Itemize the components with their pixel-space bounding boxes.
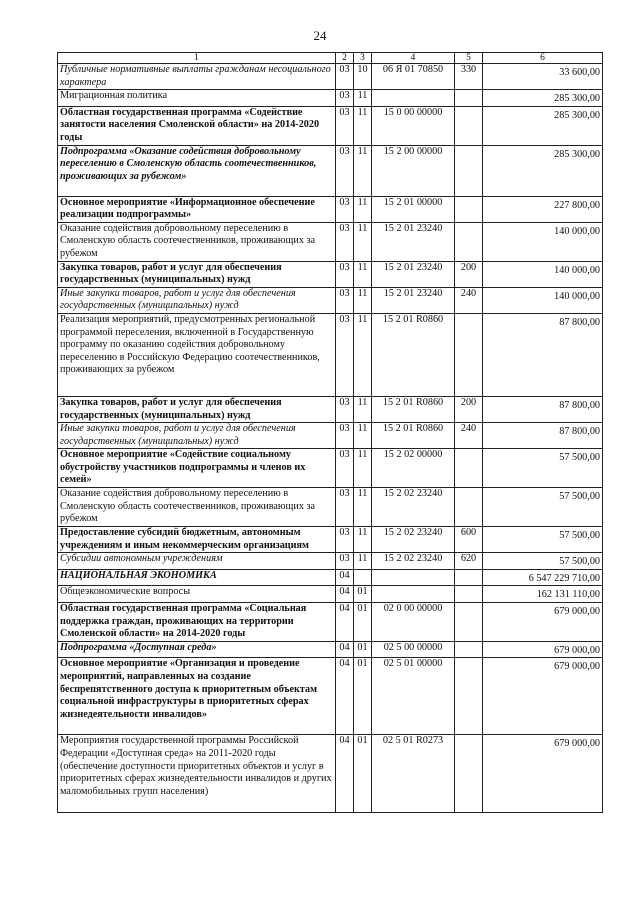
row-expense-type-cell: 330 (455, 64, 483, 90)
row-target-code-cell: 15 2 01 23240 (372, 287, 455, 313)
row-expense-type-cell (455, 222, 483, 261)
table-row (58, 222, 603, 261)
row-subsection-cell: 11 (354, 527, 372, 553)
row-amount-cell: 227 800,00 (483, 196, 603, 222)
table-row (58, 396, 603, 422)
table-row (58, 658, 603, 735)
table-row (58, 196, 603, 222)
column-header: 4 (372, 53, 455, 64)
row-section-cell: 04 (336, 569, 354, 586)
row-expense-type-cell (455, 641, 483, 658)
row-subsection-cell (354, 569, 372, 586)
row-target-code-cell: 15 2 02 23240 (372, 553, 455, 570)
table-row (58, 90, 603, 107)
column-header: 2 (336, 53, 354, 64)
row-name-cell: Субсидии автономным учреждениям (58, 553, 336, 570)
row-amount-cell: 679 000,00 (483, 641, 603, 658)
row-section-cell: 04 (336, 603, 354, 642)
row-amount-cell: 87 800,00 (483, 423, 603, 449)
row-target-code-cell: 15 2 01 23240 (372, 222, 455, 261)
row-amount-cell: 679 000,00 (483, 603, 603, 642)
row-name-cell: НАЦИОНАЛЬНАЯ ЭКОНОМИКА (58, 569, 336, 586)
row-subsection-cell: 11 (354, 222, 372, 261)
row-expense-type-cell (455, 488, 483, 527)
row-section-cell: 03 (336, 396, 354, 422)
table-row (58, 603, 603, 642)
row-name-cell: Подпрограмма «Доступная среда» (58, 641, 336, 658)
row-subsection-cell: 11 (354, 313, 372, 396)
row-expense-type-cell (455, 90, 483, 107)
table-row (58, 488, 603, 527)
table-row (58, 287, 603, 313)
table-row (58, 569, 603, 586)
row-section-cell: 03 (336, 261, 354, 287)
row-target-code-cell: 15 2 01 R0860 (372, 423, 455, 449)
row-subsection-cell: 11 (354, 196, 372, 222)
row-subsection-cell: 11 (354, 553, 372, 570)
row-amount-cell: 679 000,00 (483, 658, 603, 735)
row-subsection-cell: 11 (354, 287, 372, 313)
budget-table (57, 52, 603, 813)
row-name-cell: Подпрограмма «Оказание содействия добровольному переселению в Смоленскую область соотечественников, проживающих за рубежом» (58, 145, 336, 196)
row-expense-type-cell: 240 (455, 423, 483, 449)
row-subsection-cell: 11 (354, 396, 372, 422)
row-subsection-cell: 01 (354, 641, 372, 658)
row-section-cell: 03 (336, 287, 354, 313)
row-expense-type-cell: 240 (455, 287, 483, 313)
column-header: 3 (354, 53, 372, 64)
row-section-cell: 03 (336, 449, 354, 488)
column-header: 6 (483, 53, 603, 64)
row-expense-type-cell: 200 (455, 396, 483, 422)
row-subsection-cell: 11 (354, 145, 372, 196)
row-target-code-cell: 15 2 01 23240 (372, 261, 455, 287)
row-amount-cell: 140 000,00 (483, 287, 603, 313)
row-target-code-cell: 15 2 02 00000 (372, 449, 455, 488)
table-row (58, 449, 603, 488)
row-amount-cell: 87 800,00 (483, 313, 603, 396)
row-target-code-cell: 15 2 02 23240 (372, 488, 455, 527)
row-name-cell: Общеэкономические вопросы (58, 586, 336, 603)
row-name-cell: Основное мероприятие «Организация и проведение мероприятий, направленных на создание беспрепятственного доступа к приоритетным объектам социальной инфраструктуры в приоритетных сферах жизнедеятельности инвалидов» (58, 658, 336, 735)
table-row (58, 641, 603, 658)
table-row (58, 586, 603, 603)
row-section-cell: 04 (336, 735, 354, 813)
row-amount-cell: 140 000,00 (483, 222, 603, 261)
row-section-cell: 03 (336, 90, 354, 107)
row-subsection-cell: 11 (354, 449, 372, 488)
row-subsection-cell: 01 (354, 735, 372, 813)
row-name-cell: Иные закупки товаров, работ и услуг для обеспечения государственных (муниципальных) нужд (58, 287, 336, 313)
row-section-cell: 03 (336, 64, 354, 90)
row-name-cell: Основное мероприятие «Содействие социальному обустройству участников подпрограммы и членов их семей» (58, 449, 336, 488)
row-target-code-cell (372, 90, 455, 107)
column-header: 1 (58, 53, 336, 64)
row-target-code-cell: 02 5 00 00000 (372, 641, 455, 658)
row-amount-cell: 33 600,00 (483, 64, 603, 90)
row-section-cell: 03 (336, 222, 354, 261)
column-header: 5 (455, 53, 483, 64)
row-subsection-cell: 01 (354, 603, 372, 642)
row-subsection-cell: 11 (354, 90, 372, 107)
row-target-code-cell: 15 2 01 R0860 (372, 396, 455, 422)
row-section-cell: 04 (336, 641, 354, 658)
row-name-cell: Мероприятия государственной программы Российской Федерации «Доступная среда» на 2011-2020 годы (обеспечение доступности приоритетных объектов и услуг в приоритетных сферах жизнедеятельности инвалидов и других маломобильных групп населения) (58, 735, 336, 813)
row-amount-cell: 57 500,00 (483, 527, 603, 553)
row-section-cell: 03 (336, 488, 354, 527)
row-amount-cell: 6 547 229 710,00 (483, 569, 603, 586)
row-subsection-cell: 01 (354, 586, 372, 603)
row-name-cell: Основное мероприятие «Информационное обеспечение реализации подпрограммы» (58, 196, 336, 222)
row-subsection-cell: 10 (354, 64, 372, 90)
row-expense-type-cell (455, 449, 483, 488)
row-name-cell: Оказание содействия добровольному переселению в Смоленскую область соотечественников, проживающих за рубежом (58, 488, 336, 527)
row-amount-cell: 285 300,00 (483, 90, 603, 107)
row-section-cell: 03 (336, 553, 354, 570)
row-subsection-cell: 11 (354, 423, 372, 449)
row-target-code-cell (372, 569, 455, 586)
table-row (58, 735, 603, 813)
row-target-code-cell: 02 5 01 00000 (372, 658, 455, 735)
row-expense-type-cell (455, 735, 483, 813)
row-target-code-cell: 15 0 00 00000 (372, 106, 455, 145)
table-row (58, 313, 603, 396)
table-row (58, 527, 603, 553)
table-row (58, 261, 603, 287)
row-name-cell: Областная государственная программа «Социальная поддержка граждан, проживающих на территории Смоленской области» на 2014-2020 годы (58, 603, 336, 642)
row-name-cell: Иные закупки товаров, работ и услуг для обеспечения государственных (муниципальных) нужд (58, 423, 336, 449)
row-target-code-cell: 02 0 00 00000 (372, 603, 455, 642)
row-amount-cell: 57 500,00 (483, 488, 603, 527)
row-subsection-cell: 11 (354, 261, 372, 287)
row-target-code-cell: 02 5 01 R0273 (372, 735, 455, 813)
row-section-cell: 04 (336, 658, 354, 735)
row-target-code-cell: 06 Я 01 70850 (372, 64, 455, 90)
row-section-cell: 03 (336, 313, 354, 396)
row-amount-cell: 162 131 110,00 (483, 586, 603, 603)
row-section-cell: 03 (336, 527, 354, 553)
table-row (58, 145, 603, 196)
row-target-code-cell: 15 2 01 R0860 (372, 313, 455, 396)
row-name-cell: Реализация мероприятий, предусмотренных региональной программой переселения, включенной в Государственную программу по оказанию содействия добровольному переселению в Российскую Федерацию соотечественников, проживающих за рубежом (58, 313, 336, 396)
row-expense-type-cell: 620 (455, 553, 483, 570)
row-amount-cell: 285 300,00 (483, 145, 603, 196)
row-name-cell: Закупка товаров, работ и услуг для обеспечения государственных (муниципальных) нужд (58, 261, 336, 287)
row-subsection-cell: 11 (354, 488, 372, 527)
row-section-cell: 03 (336, 145, 354, 196)
table-header-row (58, 53, 603, 64)
table-row (58, 64, 603, 90)
row-section-cell: 04 (336, 586, 354, 603)
row-expense-type-cell (455, 196, 483, 222)
row-target-code-cell: 15 2 00 00000 (372, 145, 455, 196)
row-expense-type-cell (455, 145, 483, 196)
row-subsection-cell: 11 (354, 106, 372, 145)
row-name-cell: Областная государственная программа «Содействие занятости населения Смоленской области» на 2014-2020 годы (58, 106, 336, 145)
row-expense-type-cell: 200 (455, 261, 483, 287)
row-amount-cell: 679 000,00 (483, 735, 603, 813)
row-expense-type-cell (455, 569, 483, 586)
page-number: 24 (313, 28, 327, 43)
row-target-code-cell: 15 2 02 23240 (372, 527, 455, 553)
row-amount-cell: 87 800,00 (483, 396, 603, 422)
table-row (58, 553, 603, 570)
row-subsection-cell: 01 (354, 658, 372, 735)
row-target-code-cell: 15 2 01 00000 (372, 196, 455, 222)
row-section-cell: 03 (336, 196, 354, 222)
row-expense-type-cell: 600 (455, 527, 483, 553)
row-amount-cell: 140 000,00 (483, 261, 603, 287)
row-target-code-cell (372, 586, 455, 603)
table-row (58, 106, 603, 145)
row-name-cell: Предоставление субсидий бюджетным, автономным учреждениям и иным некоммерческим организациям (58, 527, 336, 553)
row-name-cell: Миграционная политика (58, 90, 336, 107)
row-name-cell: Оказание содействия добровольному переселению в Смоленскую область соотечественников, проживающих за рубежом (58, 222, 336, 261)
row-expense-type-cell (455, 603, 483, 642)
row-name-cell: Публичные нормативные выплаты гражданам несоциального характера (58, 64, 336, 90)
row-amount-cell: 57 500,00 (483, 553, 603, 570)
row-expense-type-cell (455, 658, 483, 735)
row-section-cell: 03 (336, 106, 354, 145)
row-expense-type-cell (455, 586, 483, 603)
row-name-cell: Закупка товаров, работ и услуг для обеспечения государственных (муниципальных) нужд (58, 396, 336, 422)
row-expense-type-cell (455, 106, 483, 145)
row-section-cell: 03 (336, 423, 354, 449)
table-row (58, 423, 603, 449)
row-expense-type-cell (455, 313, 483, 396)
row-amount-cell: 285 300,00 (483, 106, 603, 145)
row-amount-cell: 57 500,00 (483, 449, 603, 488)
